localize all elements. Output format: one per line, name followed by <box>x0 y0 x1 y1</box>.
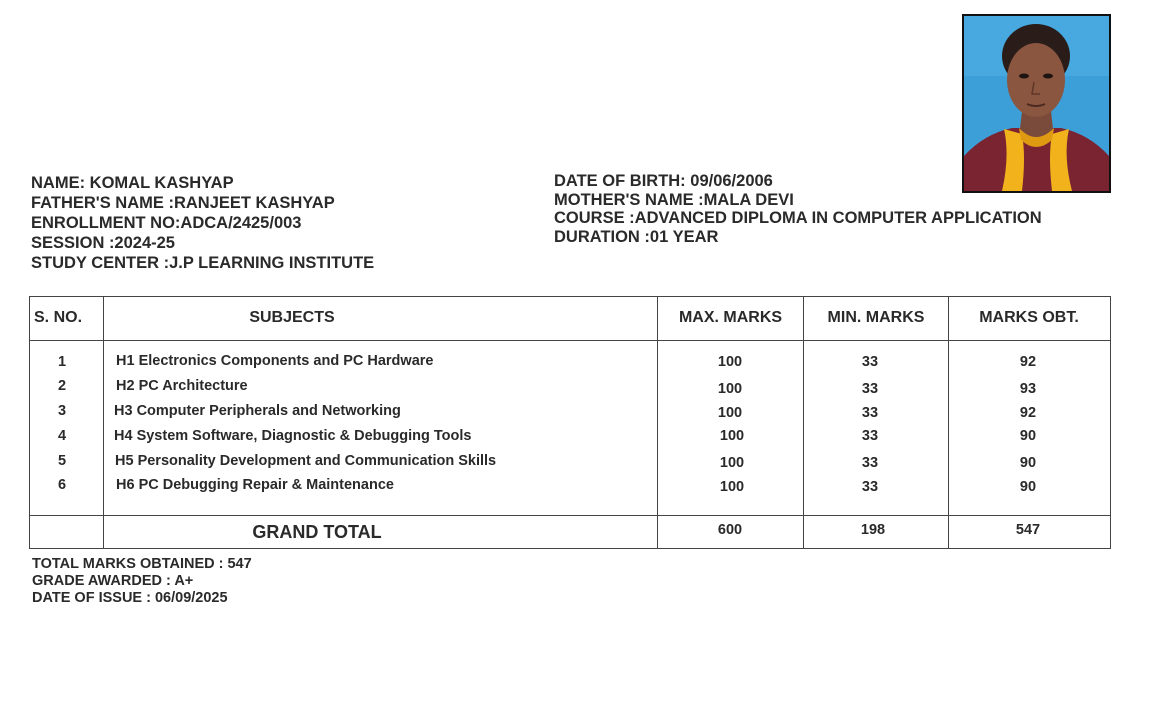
row-2-max: 100 <box>717 381 743 397</box>
row-4-obt: 90 <box>1019 428 1037 444</box>
grand-total-min: 198 <box>860 522 886 538</box>
row-1-sno: 1 <box>57 354 67 370</box>
row-2-min: 33 <box>861 381 879 397</box>
student-photo-image <box>964 16 1109 191</box>
grade-awarded: GRADE AWARDED : A+ <box>32 573 194 589</box>
course: COURSE :ADVANCED DIPLOMA IN COMPUTER APPLICATION <box>554 209 1042 228</box>
result-summary <box>32 556 252 607</box>
row-2-obt: 93 <box>1019 381 1037 397</box>
col-divider <box>103 297 104 548</box>
duration: DURATION :01 YEAR <box>554 228 719 247</box>
row-5-subject: H5 Personality Development and Communication Skills <box>115 453 497 469</box>
header-max-marks: MAX. MARKS <box>678 309 783 326</box>
row-4-sno: 4 <box>57 428 67 444</box>
row-4-max: 100 <box>719 428 745 444</box>
grand-total-label: GRAND TOTAL <box>252 522 382 542</box>
row-5-min: 33 <box>861 455 879 471</box>
row-3-min: 33 <box>861 405 879 421</box>
mother-name: MOTHER'S NAME :MALA DEVI <box>554 190 794 209</box>
row-6-min: 33 <box>861 479 879 495</box>
row-6-subject: H6 PC Debugging Repair & Maintenance <box>116 477 394 493</box>
row-6-max: 100 <box>719 479 745 495</box>
grand-total-max: 600 <box>717 522 743 538</box>
row-3-sno: 3 <box>57 403 67 419</box>
row-1-min: 33 <box>861 354 879 370</box>
row-3-max: 100 <box>717 405 743 421</box>
header-min-marks: MIN. MARKS <box>827 309 925 326</box>
enrollment-no: ENROLLMENT NO:ADCA/2425/003 <box>31 214 302 232</box>
header-subjects: SUBJECTS <box>249 309 335 326</box>
row-6-sno: 6 <box>57 477 67 493</box>
row-1-obt: 92 <box>1019 354 1037 370</box>
row-divider <box>30 340 1110 341</box>
col-divider <box>657 297 658 548</box>
row-3-subject: H3 Computer Peripherals and Networking <box>114 403 401 419</box>
row-2-subject: H2 PC Architecture <box>116 378 248 394</box>
row-5-sno: 5 <box>57 453 67 469</box>
row-1-max: 100 <box>717 354 743 370</box>
row-3-obt: 92 <box>1019 405 1037 421</box>
row-5-max: 100 <box>719 455 745 471</box>
father-name: FATHER'S NAME :RANJEET KASHYAP <box>31 194 335 212</box>
row-4-subject: H4 System Software, Diagnostic & Debugging Tools <box>114 428 472 444</box>
student-info-right <box>554 172 1042 247</box>
row-4-min: 33 <box>861 428 879 444</box>
header-marks-obt: MARKS OBT. <box>979 309 1079 326</box>
row-2-sno: 2 <box>57 378 67 394</box>
header-sno: S. NO. <box>34 309 83 326</box>
student-name: NAME: KOMAL KASHYAP <box>31 174 234 192</box>
session: SESSION :2024-25 <box>31 234 175 252</box>
student-info-left <box>31 173 374 273</box>
marks-table <box>29 296 1111 549</box>
row-5-obt: 90 <box>1019 455 1037 471</box>
date-of-issue: DATE OF ISSUE : 06/09/2025 <box>32 590 228 606</box>
col-divider <box>948 297 949 548</box>
total-marks-obtained: TOTAL MARKS OBTAINED : 547 <box>32 556 252 572</box>
grand-total-obt: 547 <box>1015 522 1041 538</box>
student-photo <box>962 14 1111 193</box>
row-6-obt: 90 <box>1019 479 1037 495</box>
date-of-birth: DATE OF BIRTH: 09/06/2006 <box>554 172 773 190</box>
col-divider <box>803 297 804 548</box>
row-1-subject: H1 Electronics Components and PC Hardware <box>116 353 434 369</box>
row-divider <box>30 515 1110 516</box>
study-center: STUDY CENTER :J.P LEARNING INSTITUTE <box>31 254 375 272</box>
